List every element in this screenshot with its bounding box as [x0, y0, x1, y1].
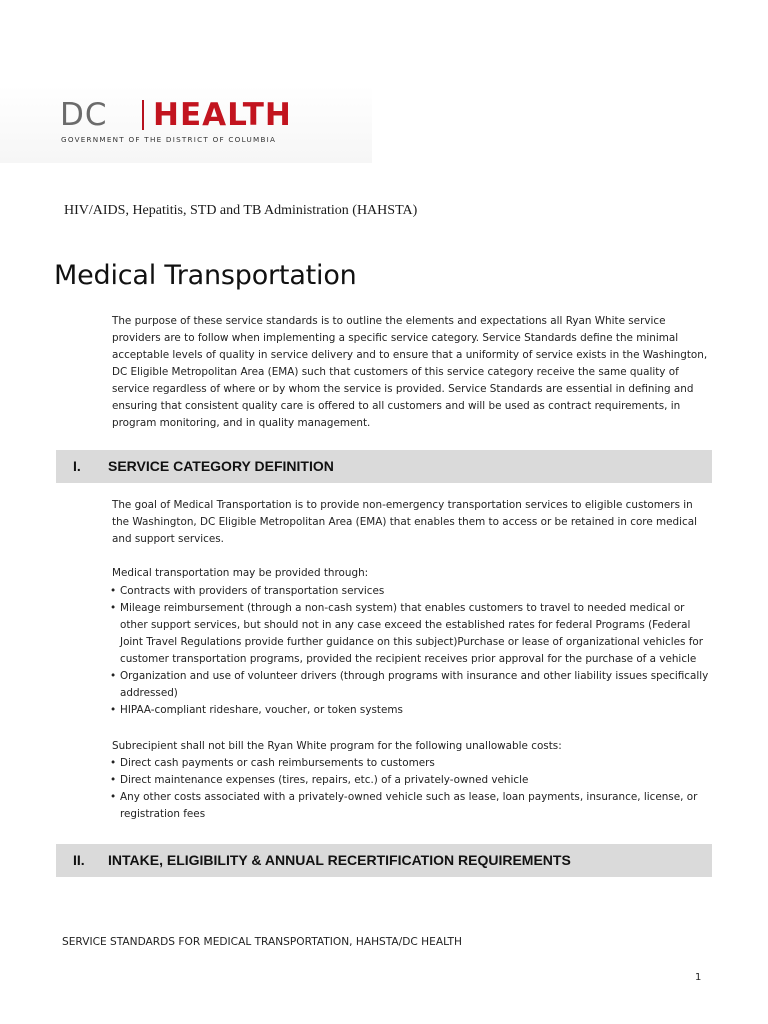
unallowable-list: [112, 755, 712, 823]
section-title: SERVICE CATEGORY DEFINITION: [108, 458, 334, 474]
logo-subtitle: GOVERNMENT OF THE DISTRICT OF COLUMBIA: [61, 135, 277, 144]
list-item: • Any other costs associated with a privately-owned vehicle such as lease, loan payments, insurance, license, or registration fees: [112, 789, 712, 823]
section-header-2: [56, 844, 712, 877]
list-item: • HIPAA-compliant rideshare, voucher, or token systems: [112, 702, 712, 719]
intro-paragraph: The purpose of these service standards is to outline the elements and expectations all Ryan White service providers are to follow when implementing a specific service category. Service Standards define the minimal acceptable levels of quality in service delivery and to ensure that a uniformity of service exists in the Washington, DC Eligible Metropolitan Area (EMA) such that customers of this service category receive the same quality of service regardless of where or by whom the service is provided. Service Standards are essential in defining and ensuring that consistent quality care is offered to all customers and will be used as contract requirements, in program monitoring, and in quality management.: [112, 315, 708, 429]
list-item: • Direct cash payments or cash reimbursements to customers: [112, 755, 712, 772]
section-title: INTAKE, ELIGIBILITY & ANNUAL RECERTIFICATION REQUIREMENTS: [108, 852, 571, 868]
section-number: II.: [73, 852, 85, 868]
list-item: • Mileage reimbursement (through a non-cash system) that enables customers to travel to needed medical or other support services, but should not in any case exceed the established rates for federal Programs (Federal Joint Travel Regulations provide further guidance on this subject)Purchase or lease of organizational vehicles for customer transportation programs, provided the recipient receives prior approval for the purchase of a vehicle: [112, 600, 712, 668]
list-item: • Direct maintenance expenses (tires, repairs, etc.) of a privately-owned vehicle: [112, 772, 712, 789]
section-number: I.: [73, 458, 81, 474]
logo-divider: [142, 100, 144, 130]
provided-intro: Medical transportation may be provided through:: [112, 567, 369, 579]
section-header-1: [56, 450, 712, 483]
footer-text: SERVICE STANDARDS FOR MEDICAL TRANSPORTATION, HAHSTA/DC HEALTH: [62, 936, 462, 948]
goal-paragraph: The goal of Medical Transportation is to provide non-emergency transportation services to eligible customers in the Washington, DC Eligible Metropolitan Area (EMA) that enables them to access or be retained in core medical and support services.: [112, 499, 698, 545]
unallowable-intro: Subrecipient shall not bill the Ryan White program for the following unallowable costs:: [112, 740, 562, 752]
logo-health-text: HEALTH: [153, 97, 292, 133]
provided-list: [112, 583, 712, 719]
page-title: Medical Transportation: [54, 260, 357, 291]
list-item: • Organization and use of volunteer drivers (through programs with insurance and other liability issues specifically addressed): [112, 668, 712, 702]
agency-name: HIV/AIDS, Hepatitis, STD and TB Administration (HAHSTA): [64, 203, 418, 218]
list-item: • Contracts with providers of transportation services: [112, 583, 712, 600]
page-number: 1: [695, 972, 702, 983]
logo-dc-text: DC: [60, 97, 108, 133]
